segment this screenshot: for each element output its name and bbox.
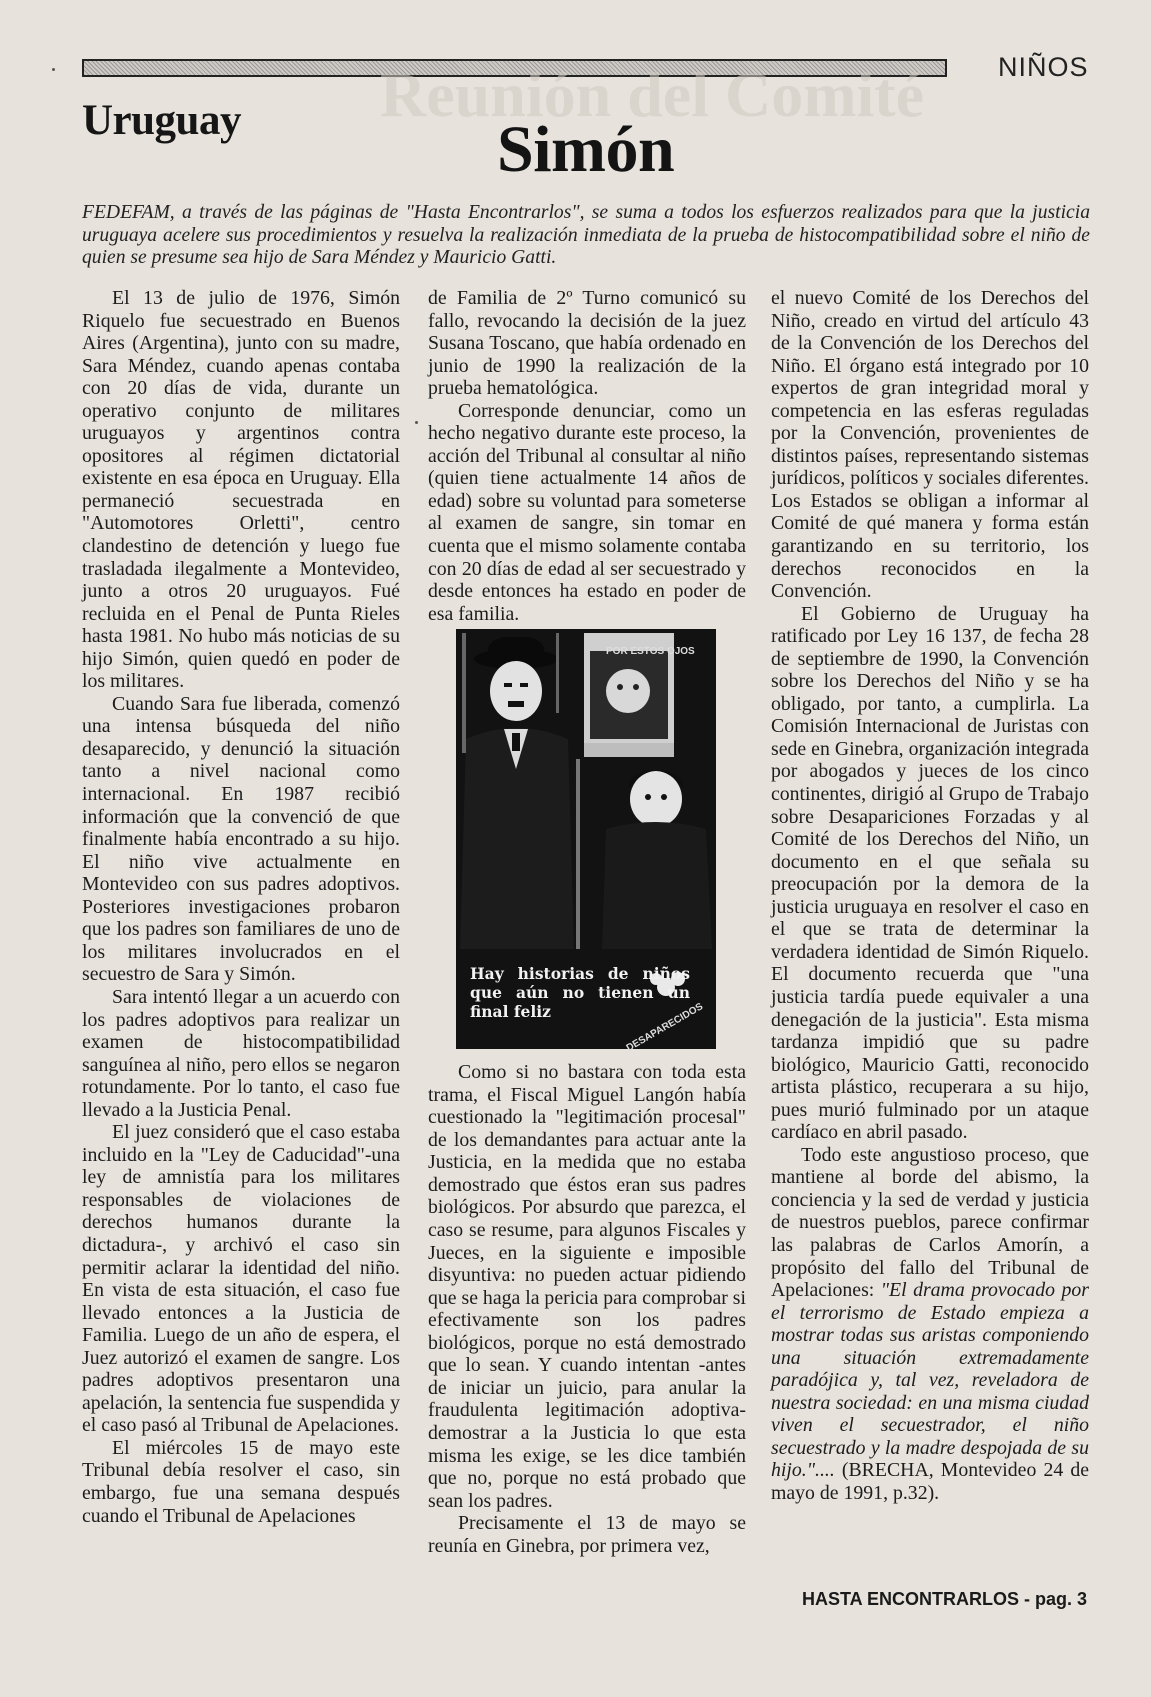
paragraph: Como si no bastara con toda esta trama, el Fiscal Miguel Langón había cuestionado la "legitimación procesal" de los demandantes para actuar ante la Justicia, en la medida que no estaba demostrado que éstos eran sus padres biológicos. Por absurdo que parezca, el caso se resume, para algunos Fiscales y Jueces, en la siguiente e imposible disyuntiva: no pueden actuar pidiendo que se haga la pericia para comprobar si efectivamente son los padres biológicos, porque no está demostrado que lo sean. Y cuando intentan -antes de iniciar un juicio, para anular la fraudulenta legitimación adoptiva- demostrar a la Justicia lo que esta misma les exige, se les dice también que no, porque no está probado que sean los padres. xyxy=(428,1061,746,1512)
column-1 xyxy=(82,287,400,1527)
paragraph: de Familia de 2º Turno comunicó su fallo, revocando la decisión de la juez Susana Toscano, que había ordenado en junio de 1990 la realización de la prueba hematológica. xyxy=(428,287,746,400)
poster-sign-text: POR ESTOS OJOS xyxy=(606,646,695,658)
page-footer: HASTA ENCONTRARLOS - pag. 3 xyxy=(801,1589,1087,1609)
lead-paragraph: FEDEFAM, a través de las páginas de "Hasta Encontrarlos", se suma a todos los esfuerzos realizados para que la justicia uruguaya acelere sus procedimientos y resuelva la realización inmediata de la prueba de histocompatibilidad sobre el niño de quien se presume sea hijo de Sara Méndez y Mauricio Gatti. xyxy=(82,202,1090,268)
paragraph: Sara intentó llegar a un acuerdo con los padres adoptivos para realizar un examen de histocompatibilidad sanguínea al niño, pero ellos se negaron rotundamente. Por lo tanto, el caso fue llevado a la Justicia Penal. xyxy=(82,985,400,1121)
paragraph: el nuevo Comité de los Derechos del Niño, creado en virtud del artículo 43 de la Convención de los Derechos del Niño. El órgano está integrado por 10 expertos de gran integridad moral y competencia en las esferas reguladas por la Convención, provenientes de distintos países, representando sistemas jurídicos, políticos y sociales diferentes. Los Estados se obligan a informar al Comité de qué manera y forma están garantizando en su territorio, los derechos reconocidos en la Convención. xyxy=(771,287,1089,603)
paragraph: El Gobierno de Uruguay ha ratificado por Ley 16 137, de fecha 28 de septiembre de 1990, la Convención sobre los Derechos del Niño y se ha obligado, por tanto, a cumplirla. La Comisión Internacional de Juristas con sede en Ginebra, organización integrada por abogados y jueces de los cinco continentes, dirigió al Grupo de Trabajo sobre Desapariciones Forzadas y al Comité de los Derechos del Niño, un documento en el que señala su preocupación por la demora de la justicia uruguaya en resolver el caso en el que se trata de determinar la verdadera identidad de Simón Riquelo. El documento recuerda que "una justicia tardía puede equivaler a una denegación de la justicia". Esta misma tardanza impidió que su padre biológico, Mauricio Gatti, reconocido artista plástico, recuperara a su hijo, pues murió fulminado por un ataque cardíaco en abril pasado. xyxy=(771,602,1089,1144)
quote: "El drama provocado por el terrorismo de Estado empieza a mostrar todas sus aristas componiendo una situación extremadamente paradójica y, tal vez, reveladora de nuestra sociedad: en una misma ciudad viven el secuestrador, el niño secuestrado y la madre despojada de su hijo.".... xyxy=(771,1279,1089,1482)
bleed-through-title: Reunión del Comité xyxy=(380,59,924,130)
article-title: Simón xyxy=(497,113,675,186)
country-heading: Uruguay xyxy=(82,97,241,144)
paragraph: El juez consideró que el caso estaba incluido en la "Ley de Caducidad"-una ley de amnistía para los militares responsables de violaciones de derechos humanos durante la dictadura-, y archivó el caso sin permitir aclarar la identidad del niño. En vista de esta situación, el caso fue llevado entonces a la Justicia de Familia. Luego de un año de espera, el Juez autorizó el examen de sangre. Los padres adoptivos presentaron una apelación, la sentencia fue suspendida y el caso pasó al Tribunal de Apelaciones. xyxy=(82,1121,400,1437)
citation: (BRECHA, Montevideo 24 de mayo de 1991, p.32). xyxy=(771,1459,1089,1504)
poster-caption: Hay historias de niños que aún no tienen un final feliz xyxy=(470,964,690,1022)
column-3 xyxy=(771,287,1089,1505)
paragraph: El miércoles 15 de mayo este Tribunal debía resolver el caso, sin embargo, fue una semana después cuando el Tribunal de Apelaciones xyxy=(82,1436,400,1527)
paragraph: Cuando Sara fue liberada, comenzó una intensa búsqueda del niño desaparecido, y denunció la situación tanto a nivel nacional como internacional. En 1987 recibió información que la convenció de que finalmente había encontrado a su hijo. El niño vive actualmente en Montevideo con sus padres adoptivos. Posteriores investigaciones probaron que los padres son familiares de uno de los militares involucrados en el secuestro de Sara y Simón. xyxy=(82,692,400,986)
paragraph: El 13 de julio de 1976, Simón Riquelo fue secuestrado en Buenos Aires (Argentina), junto con su madre, Sara Méndez, cuando apenas contaba con 20 días de vida, durante un operativo conjunto de militares uruguayos y argentinos contra opositores al régimen dictatorial existente en esa época en Uruguay. Ella permaneció secuestrada en "Automotores Orletti", centro clandestino de detención y luego fue trasladada ilegalmente a Montevideo, junto a otros 20 uruguayos. Fué recluida en el Penal de Punta Rieles hasta 1981. No hubo más noticias de su hijo Simón, quien quedó en poder de los militares. xyxy=(82,287,400,693)
paragraph: Corresponde denunciar, como un hecho negativo durante este proceso, la acción del Tribunal al consultar al niño (quien tiene actualmente 14 años de edad) sobre su voluntad para someterse al examen de sangre, sin tomar en cuenta que el mismo solamente contaba con 20 días de edad al ser secuestrado y desde entonces ha estado en poder de esa familia. xyxy=(428,399,746,625)
column-2 xyxy=(428,287,746,1557)
paragraph-with-quote xyxy=(771,1144,1089,1505)
print-speck xyxy=(415,421,418,424)
poster-brand: DESAPARECIDOS xyxy=(624,1000,705,1054)
poster-photo xyxy=(456,629,716,1054)
print-speck xyxy=(52,68,55,71)
paragraph-text: Todo este angustioso proceso, que mantiene al borde del abismo, la conciencia y la sed de verdad y justicia de nuestros pueblos, parece confirmar las palabras de Carlos Amorín, a propósito del fallo del Tribunal de Apelaciones: xyxy=(771,1143,1089,1302)
paragraph: Precisamente el 13 de mayo se reunía en Ginebra, por primera vez, xyxy=(428,1512,746,1557)
section-label: NIÑOS xyxy=(998,52,1089,82)
